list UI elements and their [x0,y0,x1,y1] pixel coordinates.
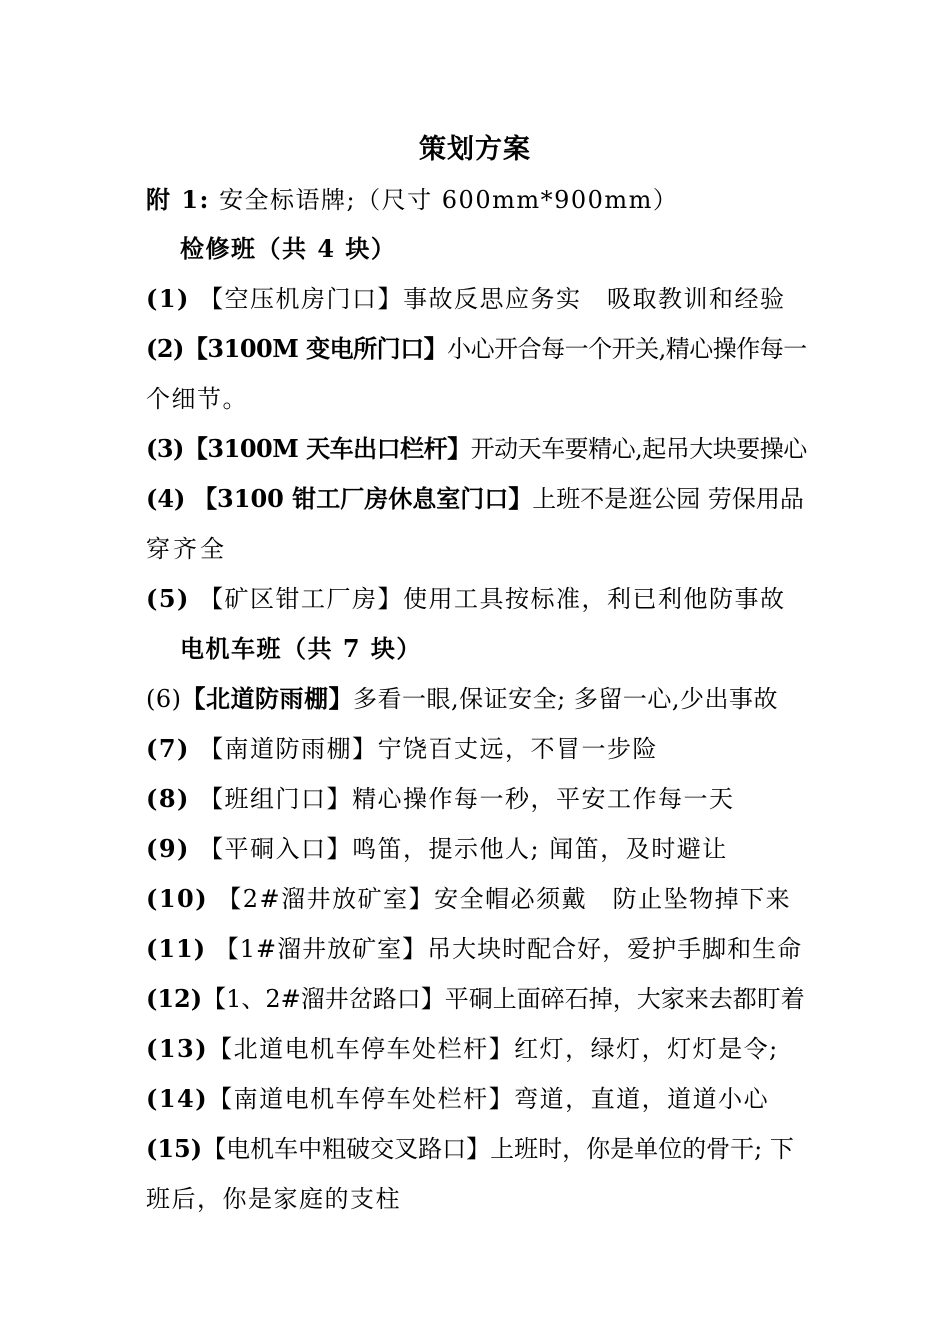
item-location: 【南道电机车停车处栏杆】 [208,1085,515,1113]
item-location: 【北道防雨棚】 [181,684,353,713]
list-item [146,329,807,369]
item-location: 【北道电机车停车处栏杆】 [208,1035,515,1063]
item-continuation: 穿齐全 [146,535,227,563]
list-item [146,779,735,819]
item-location: 【1、2#溜井岔路口】 [202,985,445,1013]
item-location: 【矿区钳工厂房】 [199,585,404,613]
item-number: (11) [146,934,207,963]
item-location: 【空压机房门口】 [199,285,404,313]
item-text: 精心操作每一秒，平安工作每一天 [352,785,735,813]
item-number: (2) [146,334,184,363]
list-item [146,979,805,1019]
item-location: 【2#溜井放矿室】 [217,885,435,913]
section-heading-maintenance: 检修班（共 4 块） [180,234,397,263]
section-heading-locomotive: 电机车班（共 7 块） [180,634,422,663]
item-text: 安全帽必须戴 防止坠物掉下来 [434,885,792,913]
item-location: 【3100M 天车出口栏杆】 [183,434,471,463]
item-text: 小心开合每一个开关,精心操作每一 [447,335,807,363]
item-text: 开动天车要精心,起吊大块要操心 [470,435,807,463]
item-text: 红灯，绿灯，灯灯是令; [514,1035,779,1063]
item-text: 使用工具按标准，利已利他防事故 [403,585,786,613]
item-number: (10) [146,884,209,913]
item-number: (9) [146,834,190,863]
item-text: 上班不是逛公园 劳保用品 [532,485,804,513]
item-number: (1) [146,284,190,313]
item-location: 【1#溜井放矿室】 [214,935,428,963]
item-number: (5) [146,584,190,613]
item-location: 【3100M 变电所门口】 [183,334,448,363]
item-number: (12) [146,984,203,1013]
list-item [146,429,807,469]
list-item [146,1029,779,1069]
item-text: 宁饶百丈远，不冒一步险 [377,735,659,763]
item-number: (6) [146,685,182,713]
item-number: (13) [146,1034,209,1063]
page-title: 策划方案 [419,134,531,165]
item-location: 【平硐入口】 [199,835,353,863]
item-number: (14) [146,1084,209,1113]
list-item [146,929,802,969]
list-item [146,1129,794,1169]
attachment-line [146,180,678,220]
item-text: 吊大块时配合好，爱护手脚和生命 [427,935,803,963]
list-item [146,729,658,769]
item-continuation: 班后，你是家庭的支柱 [146,1185,401,1213]
item-location: 【南道防雨棚】 [199,735,378,763]
item-text: 多看一眼,保证安全; 多留一心,少出事故 [353,685,778,713]
item-number: (15) [146,1134,203,1163]
item-number: (8) [146,784,190,813]
item-number: (3) [146,434,184,463]
list-item [146,279,786,319]
list-item [146,829,728,869]
attachment-label: 附 1: [146,185,210,214]
list-item [146,579,786,619]
item-text: 平硐上面碎石掉，大家来去都盯着 [444,985,805,1013]
list-item [146,679,778,719]
item-location: 【3100 钳工厂房休息室门口】 [193,484,533,513]
item-text: 事故反思应务实 吸取教训和经验 [403,285,786,313]
item-text: 上班时，你是单位的骨干; 下 [490,1135,794,1163]
list-item [146,1079,769,1119]
item-text: 弯道，直道，道道小心 [514,1085,770,1113]
item-continuation: 个细节。 [146,385,248,413]
item-number: (7) [146,734,190,763]
item-location: 【班组门口】 [199,785,353,813]
item-number: (4) [146,484,186,513]
list-item [146,479,804,519]
attachment-text: 安全标语牌;（尺寸 600mm*900mm） [219,186,679,214]
list-item [146,879,791,919]
item-location: 【电机车中粗破交叉路口】 [202,1135,491,1163]
item-text: 鸣笛，提示他人; 闻笛，及时避让 [352,835,728,863]
